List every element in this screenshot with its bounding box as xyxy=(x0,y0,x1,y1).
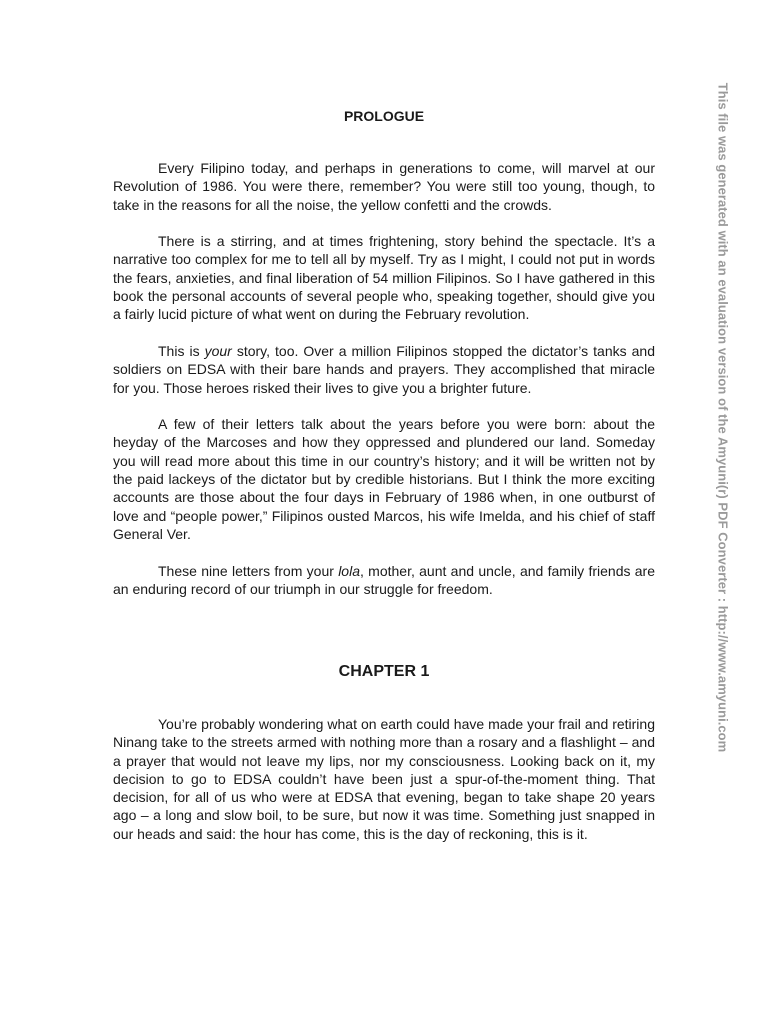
chapter-1-body xyxy=(113,715,655,843)
prologue-p3-emphasis: your xyxy=(204,342,232,359)
prologue-p3-end: story, too. Over a million Filipinos stopped the dictator’s tanks and soldiers on EDSA with their bare hands and prayers. They accomplished that miracle for you. Those heroes risked their lives to give you a brighter future. xyxy=(113,342,655,396)
prologue-paragraph-5 xyxy=(113,562,655,599)
prologue-paragraph-3 xyxy=(113,342,655,397)
prologue-paragraph-1: Every Filipino today, and perhaps in generations to come, will marvel at our Revolution of 1986. You were there, remember? You were still too young, though, to take in the reasons for all the noise, the yellow confetti and the crowds. xyxy=(113,160,655,213)
prologue-paragraph-4: A few of their letters talk about the years before you were born: about the heyday of the Marcoses and how they oppressed and plundered our land. Someday you will read more about this time in our country’s history; and it will be written not by the paid lackeys of the dictator but by credible historians. But I think the more exciting accounts are those about the four days in February of 1986 when, in one outburst of love and “people power,” Filipinos ousted Marcos, his wife Imelda, and his chief of staff General Ver. xyxy=(113,416,655,542)
prologue-p5-start: These nine letters from your xyxy=(158,562,339,579)
chapter-1-heading: CHAPTER 1 xyxy=(338,663,430,680)
prologue-p5-emphasis: lola xyxy=(338,562,360,579)
watermark-text: This file was generated with an evaluation version of the Amyuni(r) PDF Converter : http://www.amyuni.com xyxy=(715,82,731,752)
prologue-body xyxy=(113,159,655,616)
prologue-heading: PROLOGUE xyxy=(343,108,425,124)
prologue-paragraph-2: There is a stirring, and at times frightening, story behind the spectacle. It’s a narrative too complex for me to tell all by myself. Try as I might, I could not put in words the fears, anxieties, and final liberation of 54 million Filipinos. So I have gathered in this book the personal accounts of several people who, speaking together, should give you a fairly lucid picture of what went on during the February revolution. xyxy=(113,233,655,323)
document-page xyxy=(113,0,655,1024)
prologue-p3-start: This is xyxy=(158,342,205,359)
chapter-1-paragraph-1: You’re probably wondering what on earth could have made your frail and retiring Ninang take to the streets armed with nothing more than a rosary and a flashlight – and a prayer that would not leave my lips, nor my consciousness. Looking back on it, my decision to go to EDSA couldn’t have been just a spur-of-the-moment thing. That decision, for all of us who were at EDSA that evening, began to take shape 20 years ago – a long and slow boil, to be sure, but now it was time. Something just snapped in our heads and said: the hour has come, this is the day of reckoning, this is it. xyxy=(113,716,655,842)
converter-watermark xyxy=(708,32,738,802)
prologue-p5-end: , mother, aunt and uncle, and family friends are an enduring record of our triumph in our struggle for freedom. xyxy=(113,562,656,597)
